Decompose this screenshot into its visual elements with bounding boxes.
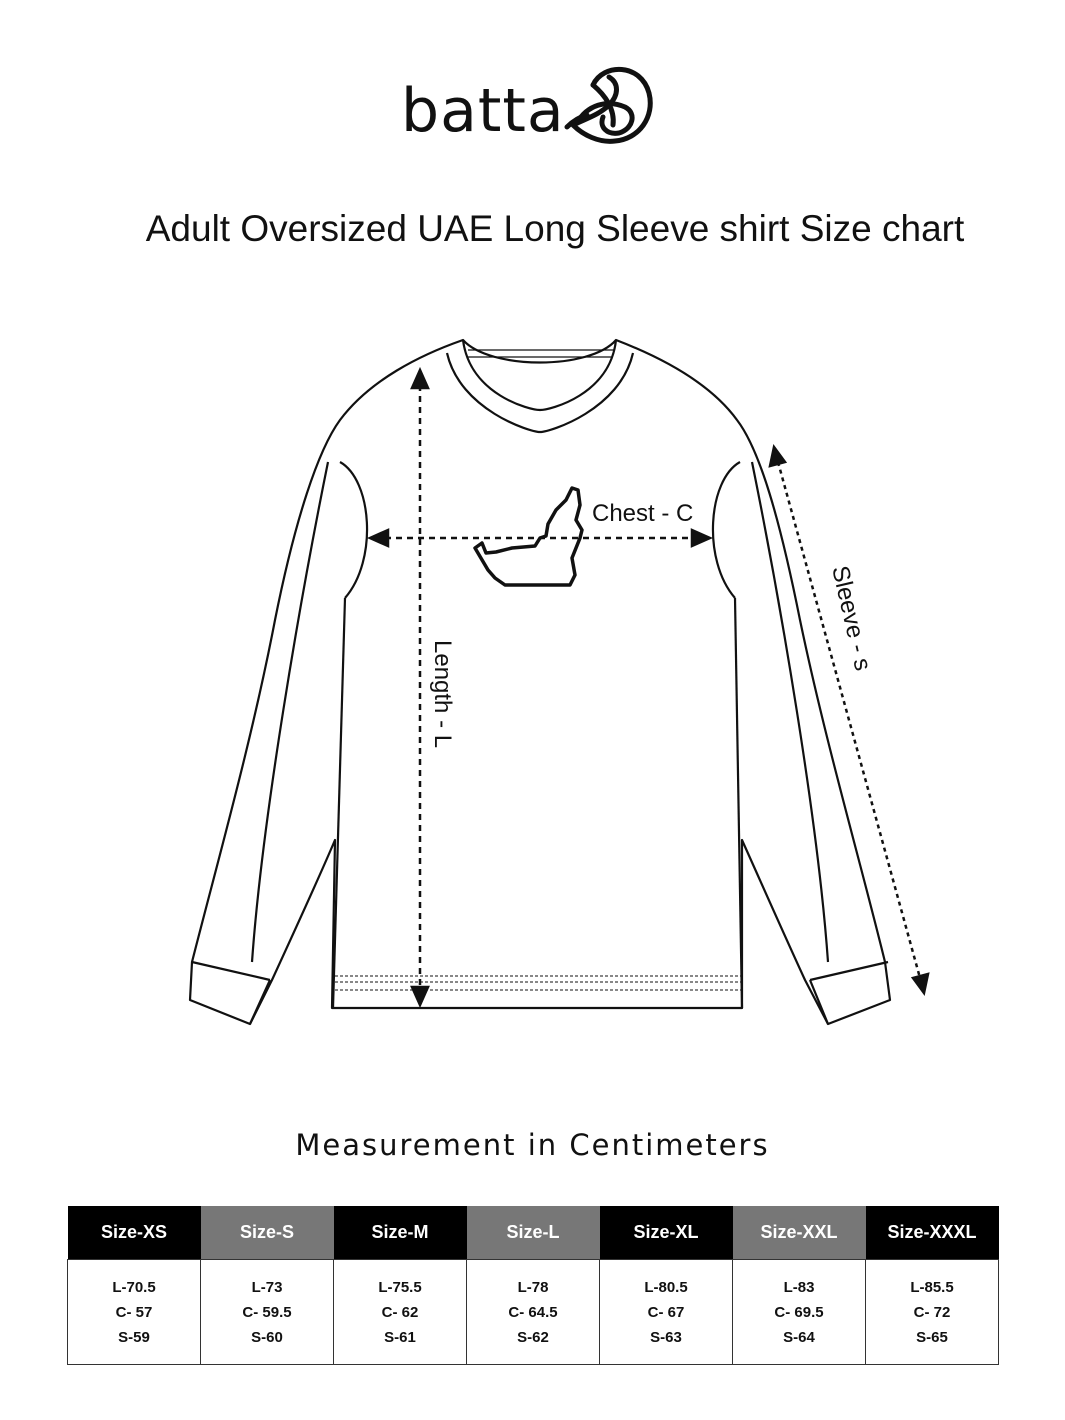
chest-value: C- 67 [647,1303,685,1321]
size-header-row [68,1206,999,1260]
size-header: Size-XXXL [866,1206,999,1260]
left-armhole [340,462,367,598]
chest-value: C- 64.5 [508,1303,558,1321]
chest-value: C- 59.5 [242,1303,292,1321]
length-label: Length - L [429,640,456,749]
size-header: Size-XS [68,1206,201,1260]
chest-value: C- 72 [913,1303,951,1321]
length-value: L-80.5 [644,1278,688,1296]
sleeve-arrow [770,447,928,993]
length-value: L-75.5 [378,1278,422,1296]
sleeve-value: S-61 [384,1328,416,1346]
size-cell [600,1260,733,1365]
length-value: L-70.5 [112,1278,156,1296]
collar [447,353,633,432]
chest-label: Chest - C [592,500,694,527]
size-cell [201,1260,334,1365]
page-title: Adult Oversized UAE Long Sleeve shirt Size chart [145,208,965,249]
sleeve-value: S-60 [251,1328,283,1346]
length-value: L-73 [251,1278,283,1296]
size-cell [68,1260,201,1365]
right-armhole [713,462,740,598]
shirt-outline [190,340,890,1024]
sleeve-value: S-63 [650,1328,682,1346]
length-value: L-85.5 [910,1278,954,1296]
size-header: Size-XXL [733,1206,866,1260]
uae-map-icon [475,488,582,585]
size-header: Size-M [334,1206,467,1260]
size-header: Size-L [467,1206,600,1260]
size-cell [866,1260,999,1365]
size-table [67,1206,999,1365]
chest-value: C- 57 [115,1303,153,1321]
size-cell [334,1260,467,1365]
length-arrow [412,370,428,1005]
sleeve-value: S-59 [118,1328,150,1346]
sleeve-value: S-64 [783,1328,815,1346]
size-values-row [68,1260,999,1365]
sleeve-label: Sleeve - s [826,563,877,674]
left-cuff [192,962,270,980]
size-cell [467,1260,600,1365]
brand-name: batta [401,76,565,146]
sleeve-value: S-65 [916,1328,948,1346]
size-header: Size-XL [600,1206,733,1260]
measurement-subtitle: Measurement in Centimeters [295,1128,770,1162]
chest-value: C- 62 [381,1303,419,1321]
length-value: L-78 [517,1278,549,1296]
chest-value: C- 69.5 [774,1303,824,1321]
size-header: Size-S [201,1206,334,1260]
size-cell [733,1260,866,1365]
sleeve-value: S-62 [517,1328,549,1346]
right-cuff [810,962,888,980]
length-value: L-83 [783,1278,815,1296]
